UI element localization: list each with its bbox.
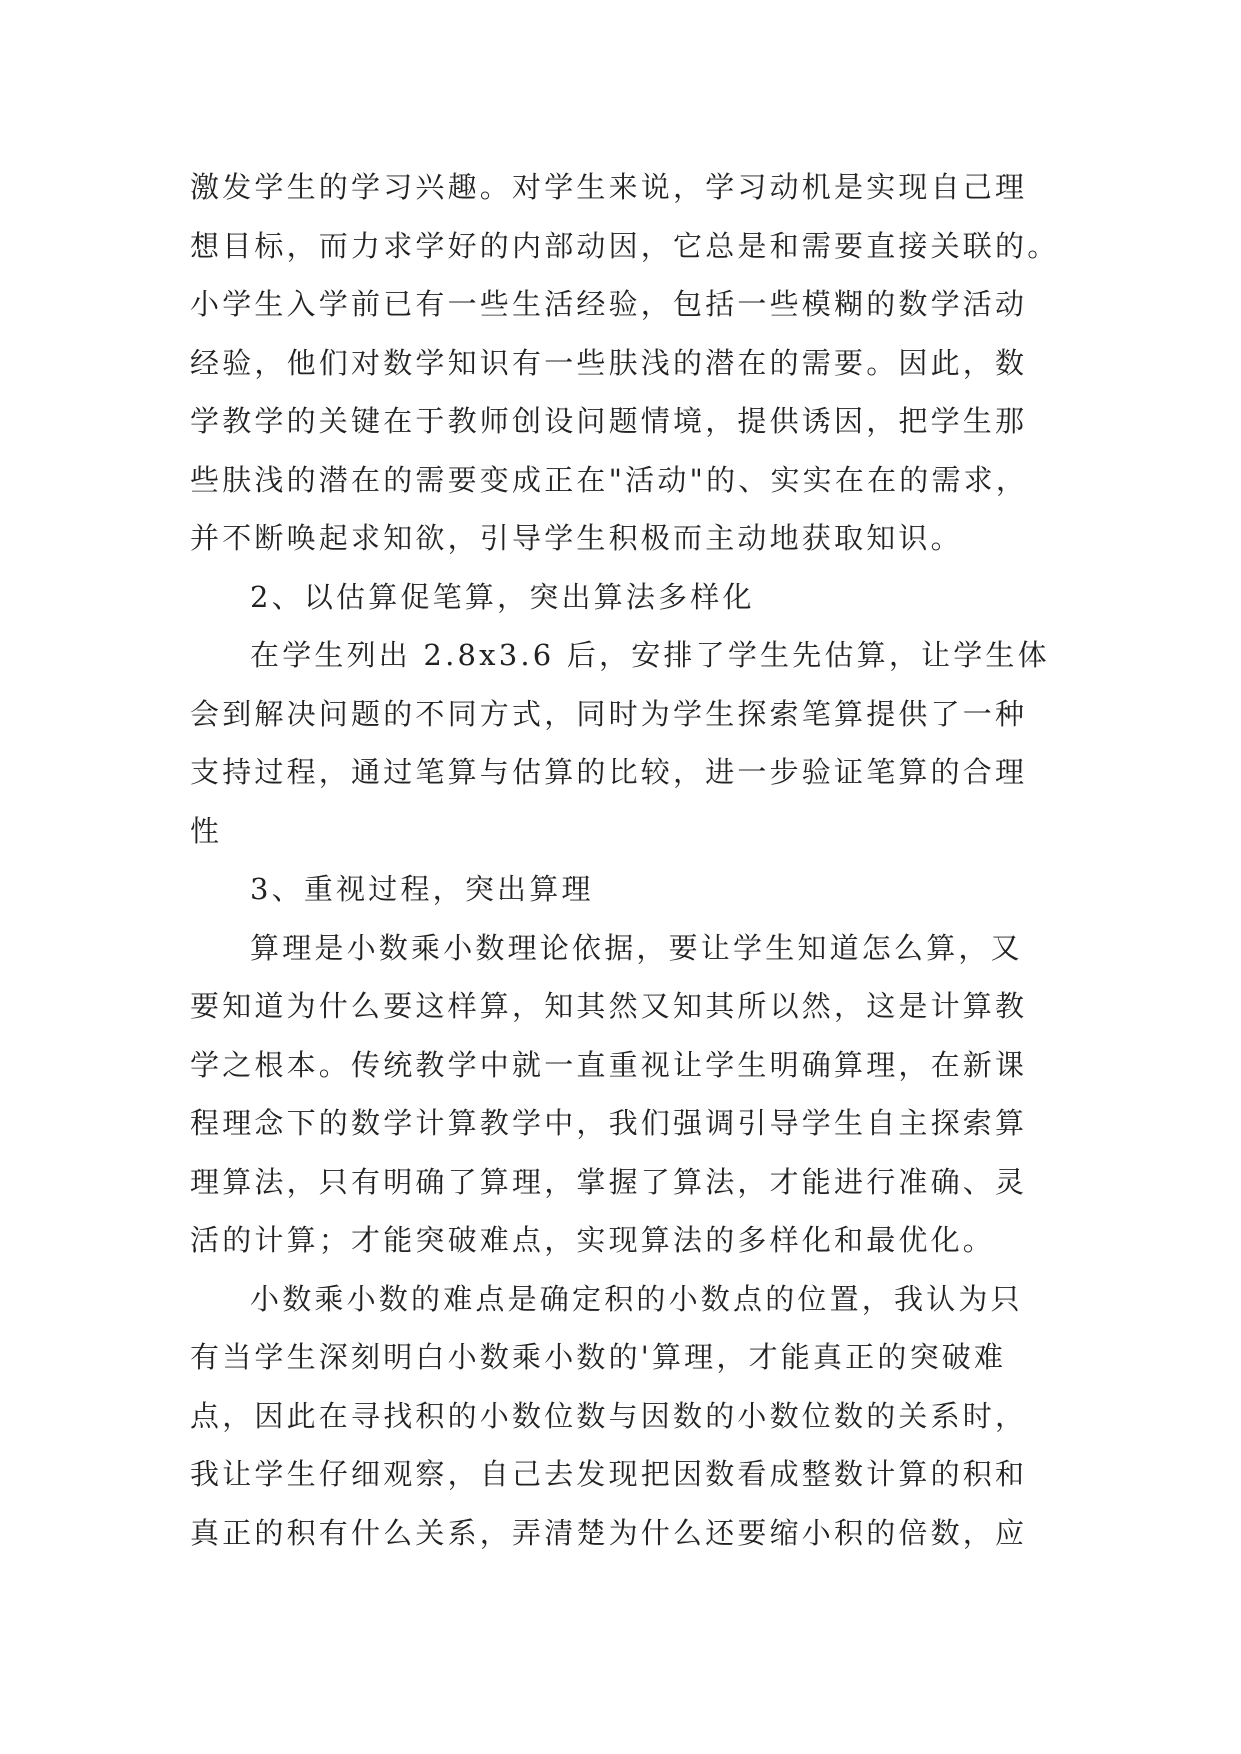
text-line: 性 [190,813,223,848]
text-line: 点，因此在寻找积的小数位数与因数的小数位数的关系时， [190,1398,1028,1433]
text-line: 3、重视过程，突出算理 [250,872,594,906]
document-body [190,158,1070,1562]
text-line: 我让学生仔细观察，自己去发现把因数看成整数计算的积和 [190,1457,1028,1491]
text-line: 学教学的关键在于教师创设问题情境，提供诱因，把学生那 [190,404,1028,438]
text-line: 有当学生深刻明白小数乘小数的'算理，才能真正的突破难 [190,1340,1007,1374]
text-line: 真正的积有什么关系，弄清楚为什么还要缩小积的倍数，应 [190,1515,1028,1550]
text-line: 经验，他们对数学知识有一些肤浅的潜在的需要。因此，数 [190,345,1028,380]
text-line: 要知道为什么要这样算，知其然又知其所以然，这是计算教 [190,989,1028,1023]
text-line: 小学生入学前已有一些生活经验，包括一些模糊的数学活动 [190,287,1028,321]
text-line: 小数乘小数的难点是确定积的小数点的位置，我认为只 [250,1281,1023,1316]
text-line: 在学生列出 2.8x3.6 后，安排了学生先估算，让学生体 [250,638,1050,672]
text-line: 些肤浅的潜在的需要变成正在"活动"的、实实在在的需求， [190,462,1029,497]
text-line: 想目标，而力求学好的内部动因，它总是和需要直接关联的。 [190,228,1060,263]
text-line: 学之根本。传统教学中就一直重视让学生明确算理，在新课 [190,1047,1028,1082]
text-line: 2、以估算促笔算，突出算法多样化 [250,579,755,614]
text-line: 激发学生的学习兴趣。对学生来说，学习动机是实现自己理 [190,170,1028,204]
text-line: 程理念下的数学计算教学中，我们强调引导学生自主探索算 [190,1106,1028,1140]
text-line: 支持过程，通过笔算与估算的比较，进一步验证笔算的合理 [190,755,1028,789]
text-line: 算理是小数乘小数理论依据，要让学生知道怎么算，又 [250,930,1023,965]
text-line: 会到解决问题的不同方式，同时为学生探索笔算提供了一种 [190,696,1028,731]
text-line: 理算法，只有明确了算理，掌握了算法，才能进行准确、灵 [190,1164,1028,1199]
text-line: 并不断唤起求知欲，引导学生积极而主动地获取知识。 [190,521,963,555]
text-line: 活的计算；才能突破难点，实现算法的多样化和最优化。 [190,1223,996,1257]
